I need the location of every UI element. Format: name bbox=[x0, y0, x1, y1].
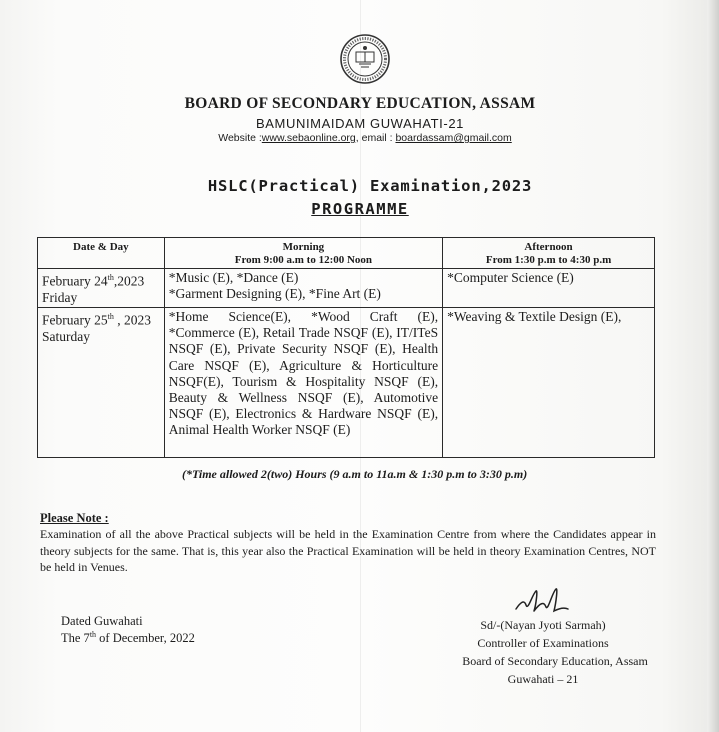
header-afternoon-time: From 1:30 p.m to 4:30 p.m bbox=[485, 254, 612, 266]
time-allowed-note: (*Time allowed 2(two) Hours (9 a.m to 11a.m & 1:30 p.m to 3:30 p.m) bbox=[182, 467, 528, 481]
signatory-org: Board of Secondary Education, Assam bbox=[462, 654, 648, 668]
website-link[interactable]: www.sebaonline.org bbox=[261, 132, 356, 144]
header-afternoon-label: Afternoon bbox=[524, 241, 573, 253]
header-morning-label: Morning bbox=[282, 241, 325, 253]
row-afternoon-subjects: *Weaving & Textile Design (E), bbox=[443, 307, 655, 457]
programme-heading bbox=[0, 200, 719, 218]
table-header-row bbox=[38, 238, 655, 269]
board-name: BOARD OF SECONDARY EDUCATION, ASSAM bbox=[184, 95, 536, 112]
email-link[interactable]: boardassam@gmail.com bbox=[395, 132, 512, 144]
dated-date: The 7th of December, 2022 bbox=[61, 630, 195, 646]
handwritten-signature bbox=[512, 585, 572, 617]
row-morning-subjects: *Music (E), *Dance (E) *Garment Designing (E), *Fine Art (E) bbox=[164, 269, 442, 308]
contact-line bbox=[0, 132, 719, 144]
programme-label: PROGRAMME bbox=[311, 200, 409, 218]
signatory-title: Controller of Examinations bbox=[477, 636, 609, 650]
note-body: Examination of all the above Practical subjects will be held in the Examination Centre from where the Candidates appear in theory subjects for the same. That is, this year also the Practical Examination will be held in theory Examination Centres, NOT be held in Venues. bbox=[40, 527, 656, 574]
email-label: , email : bbox=[355, 132, 396, 144]
note-title: Please Note : bbox=[40, 511, 109, 525]
header-afternoon bbox=[443, 238, 655, 269]
row-afternoon-subjects: *Computer Science (E) bbox=[443, 269, 655, 308]
row-date-day: February 25th , 2023 Saturday bbox=[38, 307, 165, 457]
board-address: BAMUNIMAIDAM GUWAHATI-21 bbox=[256, 116, 464, 131]
table-row bbox=[38, 307, 655, 457]
signatory-name: Sd/-(Nayan Jyoti Sarmah) bbox=[480, 618, 606, 632]
signatory-city: Guwahati – 21 bbox=[507, 672, 579, 686]
programme-table bbox=[37, 237, 655, 458]
header-date-day: Date & Day bbox=[38, 238, 165, 269]
table-row bbox=[38, 269, 655, 308]
header-morning-time: From 9:00 a.m to 12:00 Noon bbox=[234, 254, 373, 266]
header-morning bbox=[164, 238, 442, 269]
dated-place: Dated Guwahati bbox=[61, 614, 143, 628]
row-date-day: February 24th,2023 Friday bbox=[38, 269, 165, 308]
row-morning-subjects: *Home Science(E), *Wood Craft (E), *Commerce (E), Retail Trade NSQF (E), IT/ITeS NSQF (E), Private Security NSQF (E), Health Care NSQF (E), Agriculture & Horticulture NSQF(E), Tourism & Hospitality NSQF (E), Beauty & Wellness NSQF (E), Automotive NSQF (E), Electronics & Hardware NSQF (E), Animal Health Worker NSQF (E) bbox=[164, 307, 442, 457]
website-label: Website : bbox=[218, 132, 262, 144]
board-seal-logo bbox=[339, 33, 391, 85]
exam-title: HSLC(Practical) Examination,2023 bbox=[207, 177, 533, 195]
